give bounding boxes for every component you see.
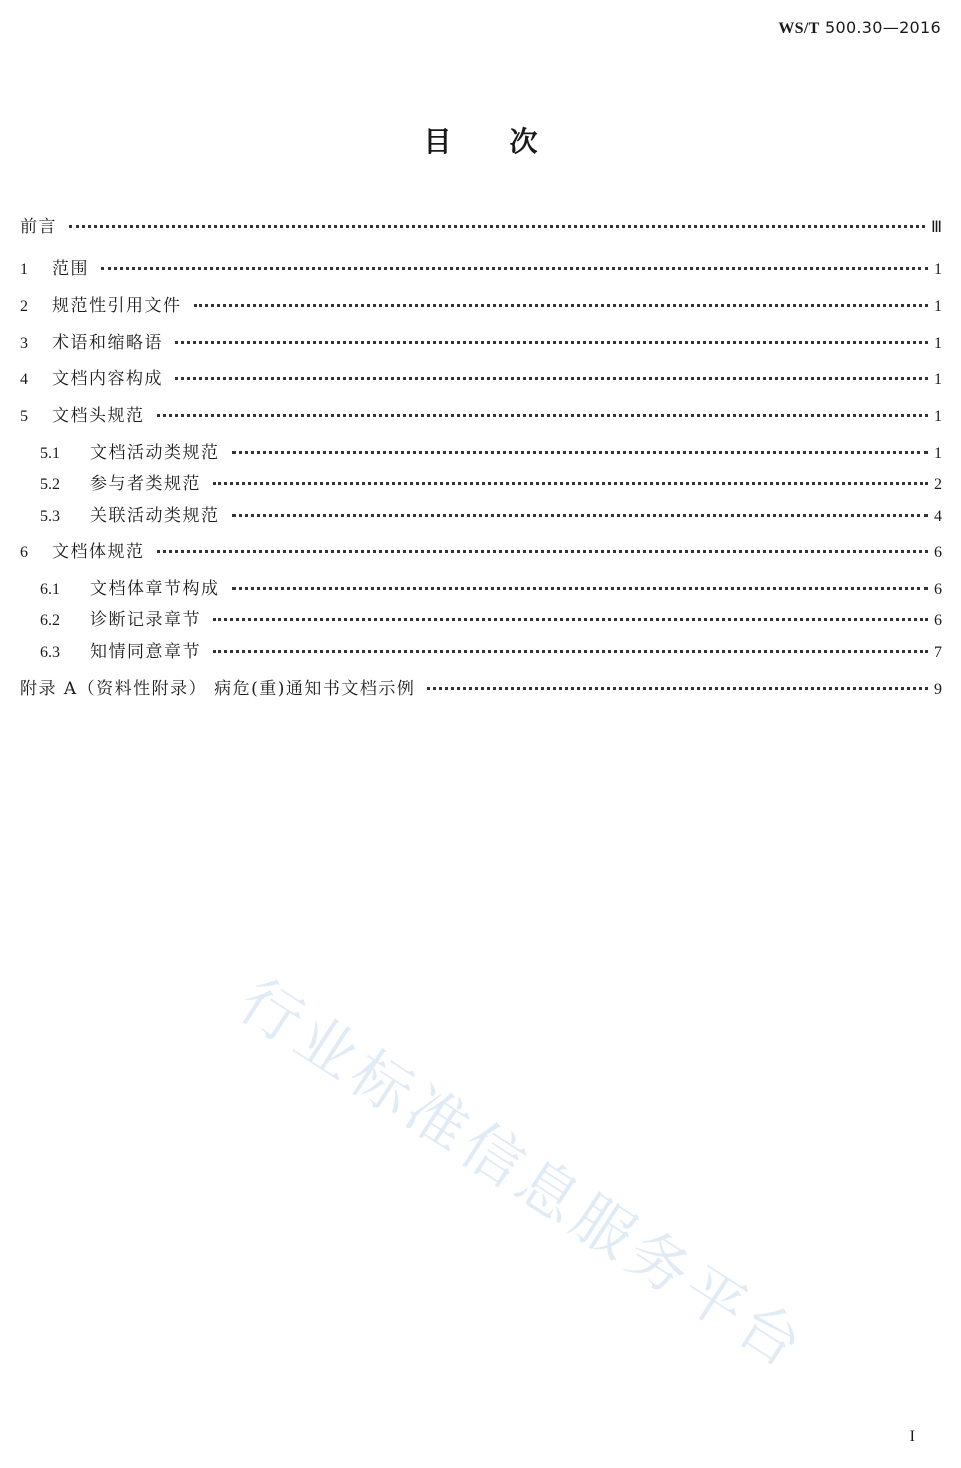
toc-entry-text: 前言 xyxy=(20,217,57,237)
toc-entry-2[interactable] xyxy=(20,295,942,318)
toc-leader xyxy=(175,341,928,344)
toc-leader xyxy=(194,304,929,307)
standard-code-prefix: WS/T xyxy=(778,20,820,37)
toc-entry-text: 文档体规范 xyxy=(52,542,145,562)
toc-entry-number: 6.2 xyxy=(40,612,60,629)
toc-entry-text: 附录 A（资料性附录） 病危(重)通知书文档示例 xyxy=(20,679,416,699)
toc-entry-number: 5.2 xyxy=(40,476,60,493)
toc-page-number: 4 xyxy=(934,508,942,525)
toc-entry-1[interactable] xyxy=(20,258,942,281)
toc-leader xyxy=(427,687,928,690)
toc-page-number: 1 xyxy=(934,335,942,352)
toc-entry-text: 规范性引用文件 xyxy=(52,296,182,316)
toc-entry-text: 文档内容构成 xyxy=(52,369,163,389)
toc-entry-5-1[interactable] xyxy=(40,442,942,465)
toc-page-number: 1 xyxy=(934,261,942,278)
page-title xyxy=(0,120,961,160)
toc-entry-number: 5.1 xyxy=(40,445,60,462)
toc-page-number: 6 xyxy=(934,581,942,598)
toc-leader xyxy=(232,451,929,454)
toc-leader xyxy=(69,225,925,228)
toc-entry-text: 知情同意章节 xyxy=(90,642,201,662)
toc-entry-foreword[interactable] xyxy=(20,216,942,239)
toc-entry-number: 5.3 xyxy=(40,508,60,525)
toc-entry-appendix-a[interactable] xyxy=(20,678,942,701)
toc-entry-text: 文档体章节构成 xyxy=(90,579,220,599)
toc-entry-text: 诊断记录章节 xyxy=(90,610,201,630)
toc-leader xyxy=(213,618,928,621)
toc-entry-5[interactable] xyxy=(20,405,942,428)
toc-entry-number: 5 xyxy=(20,408,28,425)
toc-page-number: 2 xyxy=(934,476,942,493)
toc-entry-6-3[interactable] xyxy=(40,641,942,664)
toc-entry-text: 文档活动类规范 xyxy=(90,443,220,463)
toc-leader xyxy=(175,377,928,380)
toc-entry-6-1[interactable] xyxy=(40,578,942,601)
toc-entry-number: 4 xyxy=(20,371,28,388)
toc-leader xyxy=(101,267,928,270)
toc-entry-number: 6 xyxy=(20,544,28,561)
toc-leader xyxy=(157,414,929,417)
toc-entry-number: 6.1 xyxy=(40,581,60,598)
toc-entry-number: 6.3 xyxy=(40,644,60,661)
toc-leader xyxy=(232,514,929,517)
toc-page-number: 1 xyxy=(934,445,942,462)
toc-entry-6-2[interactable] xyxy=(40,609,942,632)
toc-entry-text: 术语和缩略语 xyxy=(52,333,163,353)
page-number: I xyxy=(909,1428,915,1445)
toc-entry-number: 2 xyxy=(20,298,28,315)
toc-leader xyxy=(232,587,929,590)
toc-entry-number: 3 xyxy=(20,335,28,352)
toc-page-number: 1 xyxy=(934,371,942,388)
toc-entry-text: 关联活动类规范 xyxy=(90,506,220,526)
toc-leader xyxy=(157,550,929,553)
standard-code xyxy=(778,18,941,38)
standard-code-number: 500.30—2016 xyxy=(824,18,941,37)
toc-entry-text: 参与者类规范 xyxy=(90,474,201,494)
toc-page-number: Ⅲ xyxy=(930,219,942,236)
page-title-char-1: 目 xyxy=(423,125,452,158)
toc-entry-text: 文档头规范 xyxy=(52,406,145,426)
toc-entry-3[interactable] xyxy=(20,332,942,355)
toc-page-number: 1 xyxy=(934,298,942,315)
toc-entry-4[interactable] xyxy=(20,368,942,391)
toc-page-number: 1 xyxy=(934,408,942,425)
toc-page-number: 7 xyxy=(934,644,942,661)
toc-page-number: 6 xyxy=(934,612,942,629)
toc-entry-text: 范围 xyxy=(52,259,89,279)
toc-entry-6[interactable] xyxy=(20,541,942,564)
toc-leader xyxy=(213,482,928,485)
toc-leader xyxy=(213,650,928,653)
watermark-text: 行业标准信息服务平台 xyxy=(226,965,819,1385)
toc-page-number: 6 xyxy=(934,544,942,561)
toc-entry-number: 1 xyxy=(20,261,28,278)
toc-entry-5-3[interactable] xyxy=(40,505,942,528)
toc-page-number: 9 xyxy=(934,681,942,698)
page-title-char-2: 次 xyxy=(509,125,538,158)
toc-entry-5-2[interactable] xyxy=(40,473,942,496)
